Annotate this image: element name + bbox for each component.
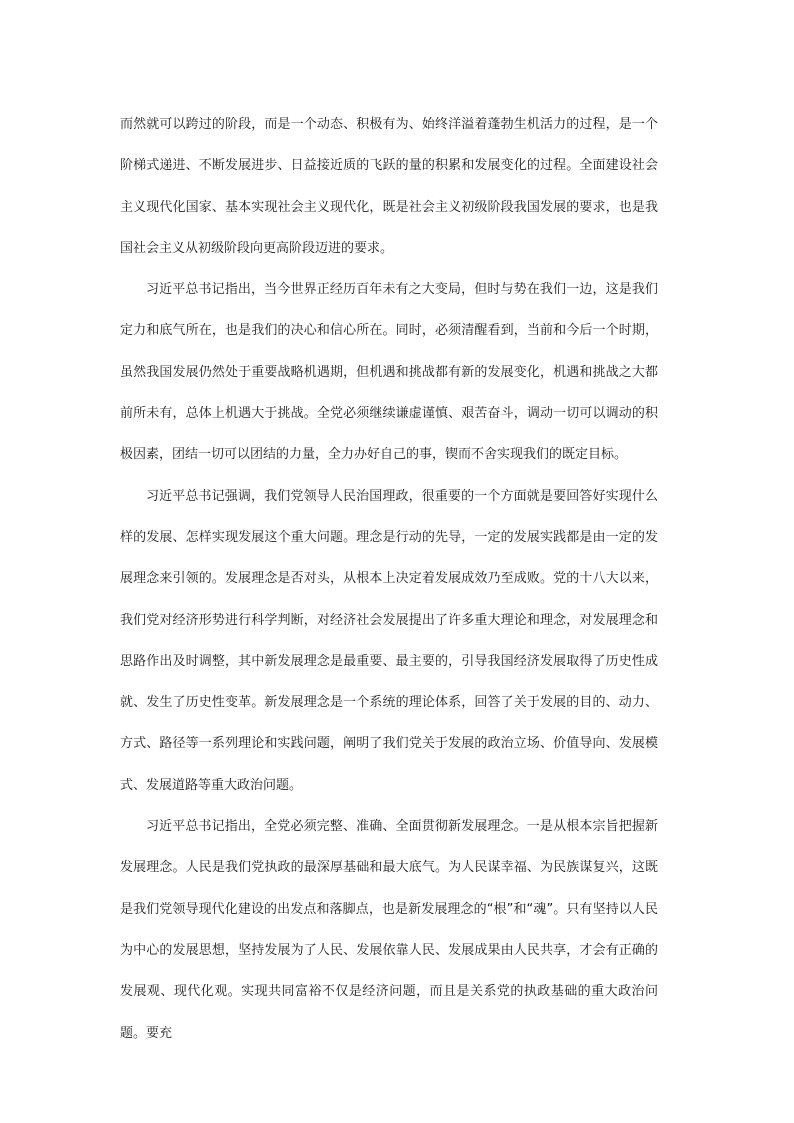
- paragraph-3: 习近平总书记强调，我们党领导人民治国理政，很重要的一个方面就是要回答好实现什么样的发展、怎样实现发展这个重大问题。理念是行动的先导，一定的发展实践都是由一定的发展理念来引领的。发展理念是否对头，从根本上决定着发展成效乃至成败。党的十八大以来，我们党对经济形势进行科学判断，对经济社会发展提出了许多重大理论和理念，对发展理念和思路作出及时调整，其中新发展理念是最重要、最主要的，引导我国经济发展取得了历史性成就、发生了历史性变革。新发展理念是一个系统的理论体系，回答了关于发展的目的、动力、方式、路径等一系列理论和实践问题，阐明了我们党关于发展的政治立场、价值导向、发展模式、发展道路等重大政治问题。: [120, 488, 658, 793]
- paragraph-2: 习近平总书记指出，当今世界正经历百年未有之大变局，但时与势在我们一边，这是我们定力和底气所在，也是我们的决心和信心所在。同时，必须清醒看到，当前和今后一个时期，虽然我国发展仍然处于重要战略机遇期，但机遇和挑战都有新的发展变化，机遇和挑战之大都前所未有，总体上机遇大于挑战。全党必须继续谦虚谨慎、艰苦奋斗，调动一切可以调动的积极因素，团结一切可以团结的力量，全力办好自己的事，锲而不舍实现我们的既定目标。: [120, 282, 658, 463]
- body-text: [120, 104, 658, 1054]
- paragraph-4: 习近平总书记指出，全党必须完整、准确、全面贯彻新发展理念。一是从根本宗旨把握新发展理念。人民是我们党执政的最深厚基础和最大底气。为人民谋幸福、为民族谋复兴，这既是我们党领导现代化建设的出发点和落脚点，也是新发展理念的“根”和“魂”。只有坚持以人民为中心的发展思想，坚持发展为了人民、发展依靠人民、发展成果由人民共享，才会有正确的发展观、现代化观。实现共同富裕不仅是经济问题，而且是关系党的执政基础的重大政治问题。要充: [120, 819, 658, 1041]
- paragraph-1: 而然就可以跨过的阶段，而是一个动态、积极有为、始终洋溢着蓬勃生机活力的过程，是一个阶梯式递进、不断发展进步、日益接近质的飞跃的量的积累和发展变化的过程。全面建设社会主义现代化国家、基本实现社会主义现代化，既是社会主义初级阶段我国发展的要求，也是我国社会主义从初级阶段向更高阶段迈进的要求。: [120, 117, 658, 256]
